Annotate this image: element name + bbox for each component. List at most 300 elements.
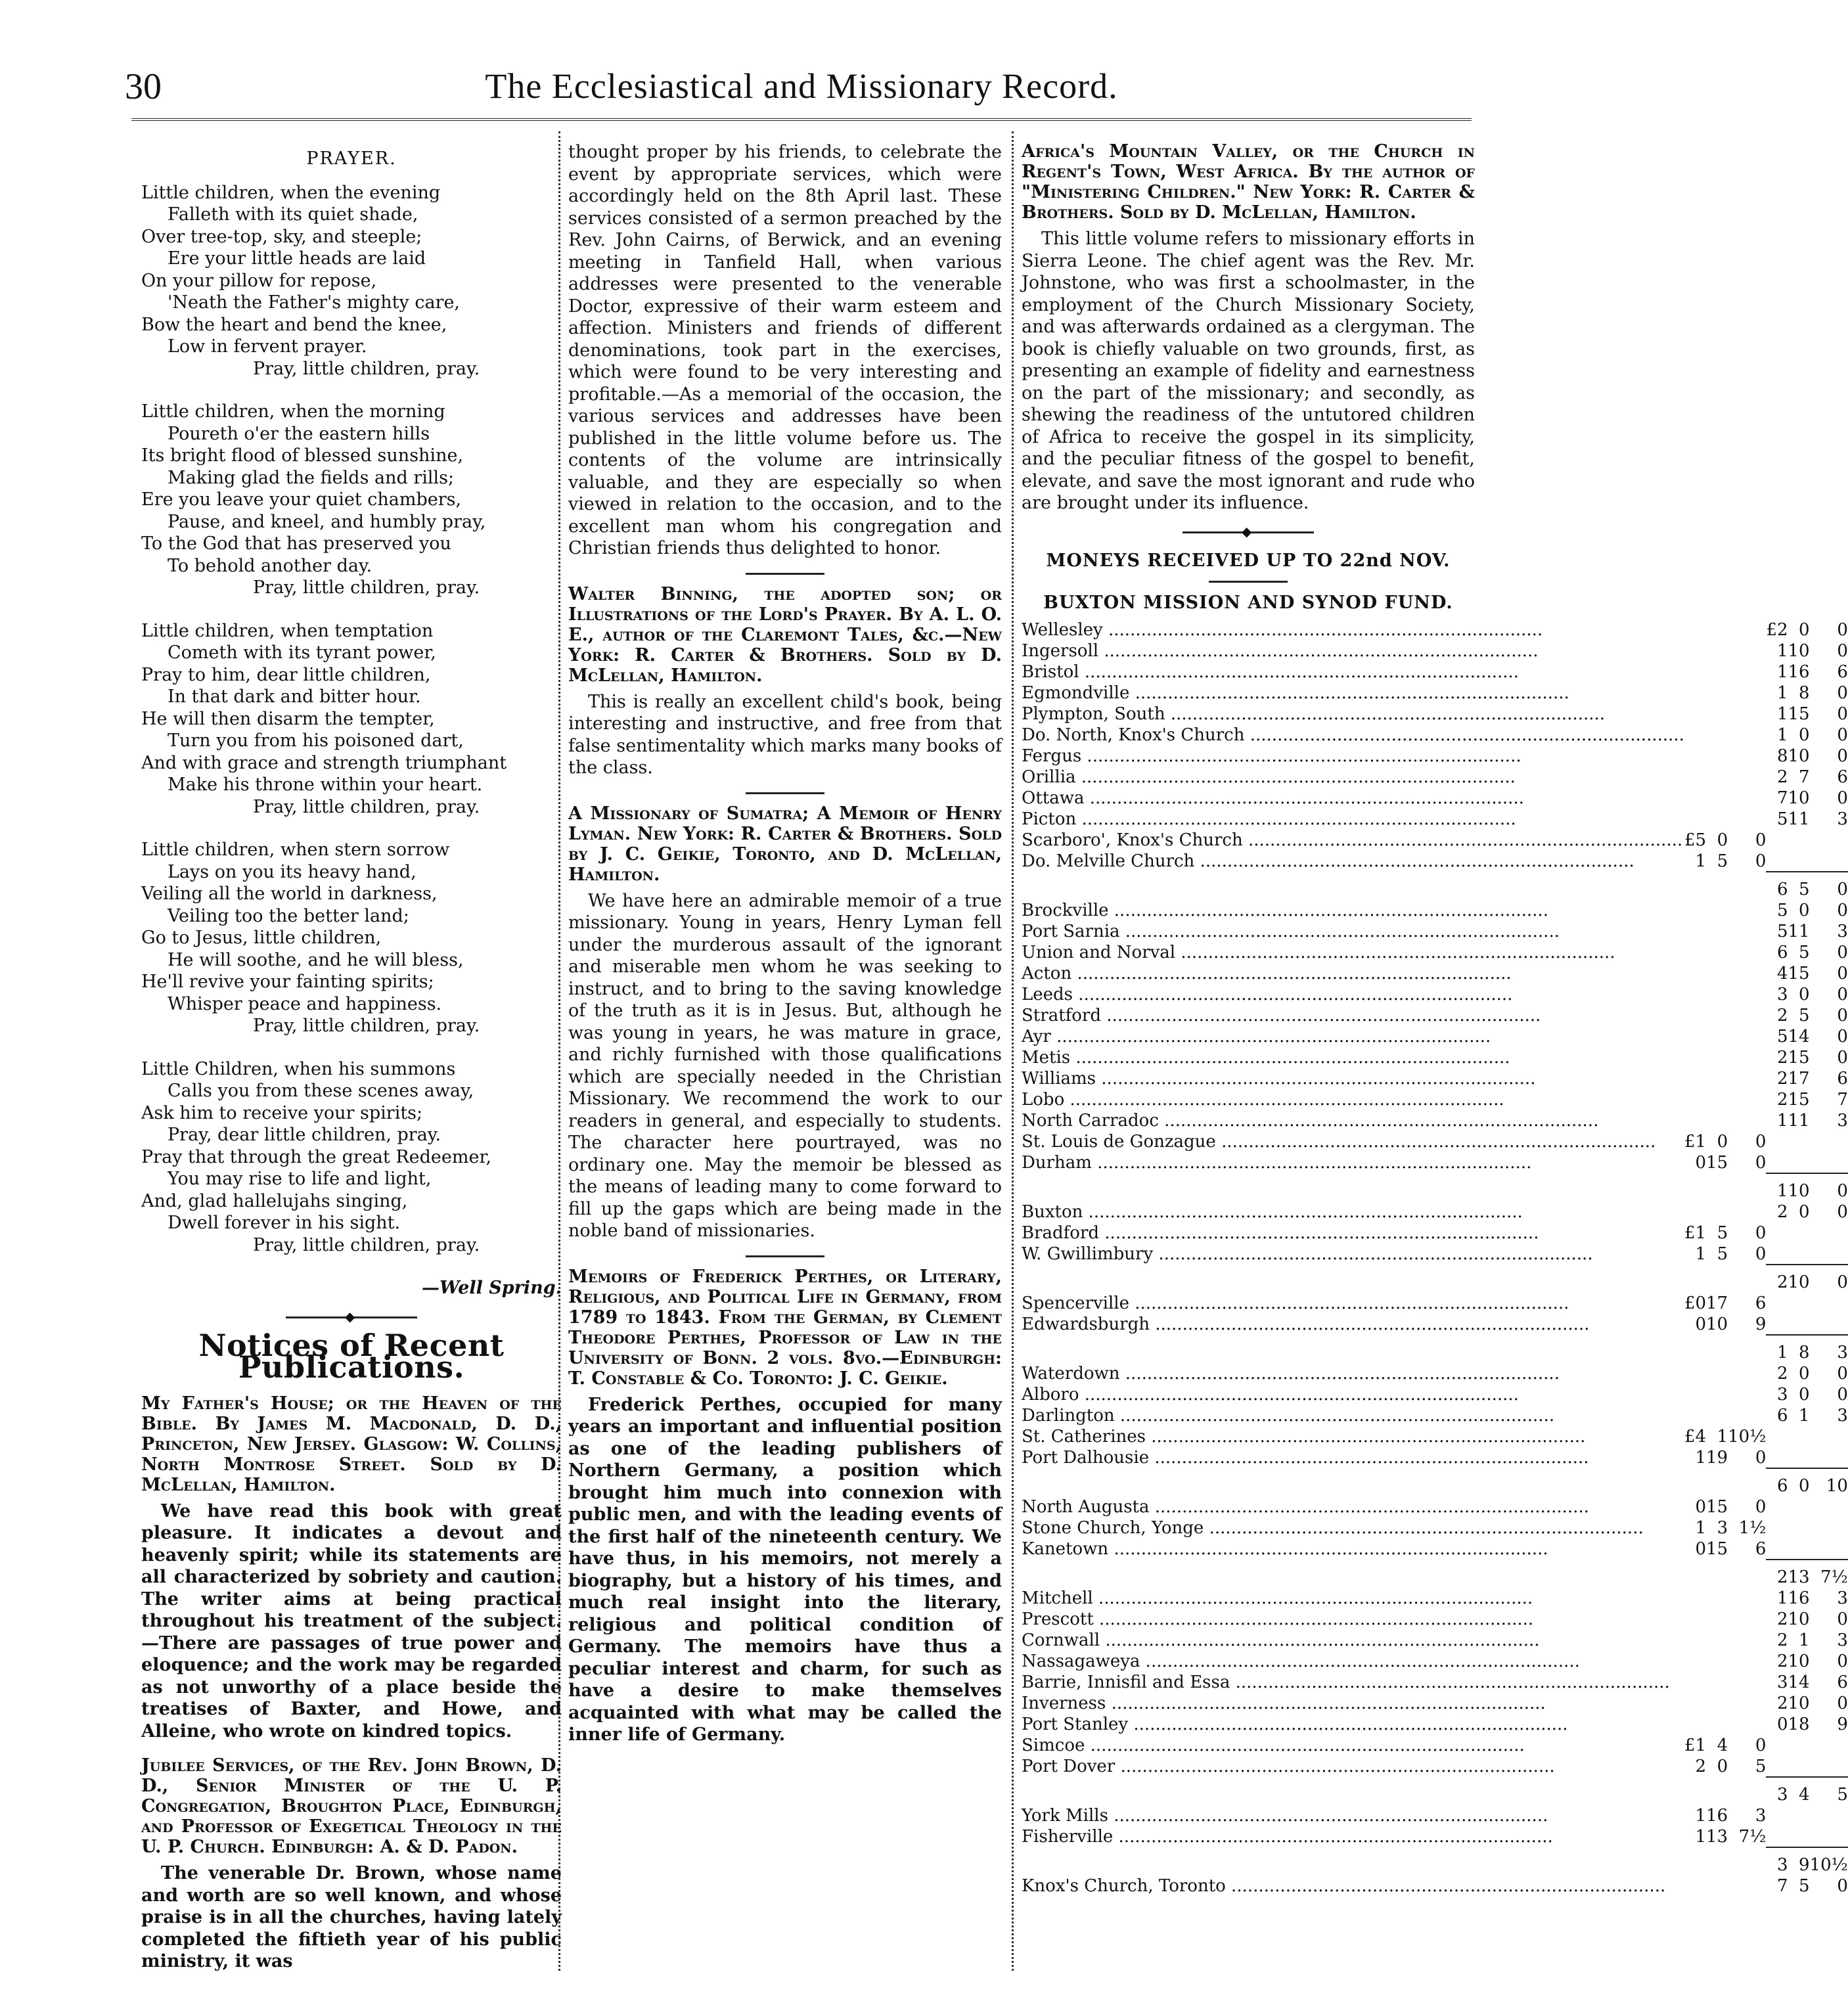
amount-cell: £4 [1684,1426,1707,1447]
amount-cell [1706,1047,1728,1068]
poem-line: Pray, little children, pray. [253,1234,480,1255]
amount-cell: 0 [1755,830,1767,850]
subtotal-rule [1022,1335,1848,1342]
money-row [1022,662,1848,683]
amount-cell [1706,1784,1728,1805]
money-row [1022,1047,1848,1068]
amount-cell: 5 [1776,809,1788,829]
amount-cell [1788,1152,1810,1173]
poem-line: Go to Jesus, little children, [141,928,382,948]
amount-cell [1766,851,1788,872]
amount-cell [1728,1272,1766,1293]
money-row [1022,942,1848,963]
congregation-name: Simcoe ................................................................................ [1022,1735,1525,1755]
column-right [1022,141,1848,1897]
ornament-divider [1183,530,1314,534]
subtotal-rule [1022,872,1848,879]
congregation-name: Fisherville ................................................................................ [1022,1826,1553,1847]
congregation-name [1022,1855,1684,1876]
amount-cell: 6 [1837,1672,1848,1692]
amount-cell: 0 [1837,788,1848,808]
amount-cell: 9 [1755,1314,1767,1334]
amount-cell: 13 [1706,1826,1728,1847]
amount-cell [1728,900,1766,921]
congregation-name: Buxton ................................................................................ [1022,1202,1523,1222]
amount-cell [1728,963,1766,984]
congregation-name: Brockville ................................................................................ [1022,900,1548,920]
money-row [1022,1244,1848,1265]
amount-cell [1728,1005,1766,1026]
congregation-name: Acton ................................................................................ [1022,963,1512,983]
amount-cell [1810,1131,1848,1152]
amount-cell [1810,1447,1848,1468]
congregation-name: Nassagaweya ................................................................................ [1022,1651,1580,1671]
money-row [1022,1609,1848,1630]
amount-cell: 6 [1837,662,1848,682]
amount-cell: 0 [1755,851,1767,871]
amount-cell: 6 [1837,1068,1848,1089]
amount-cell: 1 [1776,1110,1788,1131]
amount-cell [1788,1539,1810,1560]
amount-cell [1728,746,1766,767]
section-heading: Notices of Recent Publications. [198,1327,505,1385]
amount-cell [1728,788,1766,809]
congregation-name: Bristol ................................................................................ [1022,662,1520,682]
amount-cell: 0 [1837,1693,1848,1713]
amount-cell [1706,725,1728,746]
amount-cell [1810,1223,1848,1244]
subtotal-row [1022,1855,1848,1876]
poem-line: And, glad hallelujahs singing, [141,1190,408,1211]
amount-cell: 10 [1706,1314,1728,1334]
amount-cell: 0 [1837,879,1848,899]
notice-entry [141,1393,562,1743]
congregation-name: Ingersoll ................................................................................ [1022,641,1539,661]
amount-cell [1706,1876,1728,1897]
amount-cell: 2 [1776,1693,1788,1713]
amount-cell: 3 [1776,1855,1788,1875]
poem-stanza [141,401,562,599]
amount-cell [1810,1539,1848,1560]
amount-cell [1684,921,1706,942]
amount-cell: 10 [1788,1180,1810,1201]
amount-cell: 14 [1788,1672,1810,1692]
money-row [1022,704,1848,725]
poem-line: Cometh with its tyrant power, [168,642,436,663]
money-row [1022,1202,1848,1223]
amount-cell: 0 [1717,830,1728,850]
notice-entry [1022,141,1475,514]
amount-cell [1728,1651,1766,1672]
congregation-name [1022,1567,1684,1588]
money-row [1022,1518,1848,1539]
subtotal-row [1022,879,1848,900]
amount-cell [1684,900,1706,921]
amount-cell: 2 [1776,1089,1788,1110]
amount-cell: 3 [1837,1588,1848,1608]
amount-cell [1706,1475,1728,1496]
amount-cell [1766,1314,1788,1335]
column-left [141,141,562,1986]
amount-cell [1728,879,1766,900]
congregation-name: Plympton, South ................................................................................ [1022,704,1606,724]
amount-cell [1706,1110,1728,1131]
divider [746,792,824,794]
amount-cell [1706,1567,1728,1588]
amount-cell [1788,1805,1810,1826]
amount-cell: 1 [1695,1805,1707,1826]
money-row [1022,767,1848,788]
poem-stanza [141,839,562,1037]
money-row [1022,1693,1848,1714]
amount-cell: 0 [1837,1651,1848,1671]
amount-cell [1706,619,1728,641]
amount-cell [1728,942,1766,963]
amount-cell [1706,1363,1728,1384]
moneys-heading: MONEYS RECEIVED UP TO 22nd NOV. [1046,550,1451,571]
poem-line: Turn you from his poisoned dart, [168,731,464,751]
amount-cell [1706,900,1728,921]
notice-heading: Africa's Mountain Valley, or the Church in Regent's Town, West Africa. By the author of "Ministering Children." New York: R. Carter & Brothers. Sold by D. McLellan, Hamilton. [1022,141,1475,223]
congregation-name: St. Louis de Gonzague ................................................................................ [1022,1131,1656,1152]
amount-cell [1810,1496,1848,1518]
amount-cell [1684,1567,1706,1588]
amount-cell [1728,921,1766,942]
money-row [1022,619,1848,641]
amount-cell: 15 [1788,704,1810,724]
congregation-name: Edwardsburgh ................................................................................ [1022,1314,1590,1334]
amount-cell: 10½ [1809,1855,1848,1875]
amount-cell: 6 [1755,1539,1767,1559]
amount-cell [1728,1202,1766,1223]
amount-cell: 0 [1776,1714,1788,1734]
amount-cell [1684,746,1706,767]
amount-cell [1766,1131,1788,1152]
amount-cell [1728,725,1766,746]
amount-cell [1810,1293,1848,1314]
money-row [1022,1223,1848,1244]
amount-cell: 0 [1837,1005,1848,1025]
amount-cell: 15 [1706,1496,1728,1517]
poem-line: He will soothe, and he will bless, [168,949,464,970]
amount-cell [1766,1539,1788,1560]
money-row [1022,963,1848,984]
subtotal-row [1022,1475,1848,1496]
congregation-name: Port Dalhousie ................................................................................ [1022,1447,1589,1468]
amount-cell [1684,619,1706,641]
congregation-name: North Augusta ................................................................................ [1022,1496,1589,1517]
congregation-name [1022,1784,1684,1805]
subtotal-row [1022,1180,1848,1202]
amount-cell: 17 [1706,1293,1728,1313]
poem-line: Calls you from these scenes away, [168,1081,474,1101]
amount-cell [1706,1180,1728,1202]
amount-cell: 10 [1788,1651,1810,1671]
amount-cell: 0 [1837,984,1848,1004]
amount-cell [1810,1756,1848,1777]
amount-cell [1728,1784,1766,1805]
poem-line: You may rise to life and light, [168,1169,432,1189]
amount-cell [1788,1426,1810,1447]
amount-cell [1766,1805,1788,1826]
amount-cell: 2 [1776,767,1788,787]
amount-cell: 3 [1776,1672,1788,1692]
poem-line: He'll revive your fainting spirits; [141,972,434,992]
congregation-name: Stratford ................................................................................ [1022,1005,1541,1025]
notice-body: The venerable Dr. Brown, whose name and worth are so well known, and whose praise is in all the churches, having lately completed the fiftieth year of his public ministry, it was [141,1863,562,1971]
amount-cell: 0 [1837,1026,1848,1046]
amount-cell: 4 [1799,1784,1810,1805]
amount-cell [1684,1693,1706,1714]
amount-cell [1684,809,1706,830]
amount-cell: 3 [1776,1784,1788,1805]
money-row [1022,984,1848,1005]
congregation-name: Cornwall ................................................................................ [1022,1630,1540,1650]
poem-line: Little children, when the morning [141,401,445,422]
poem-line: On your pillow for repose, [141,270,377,291]
amount-cell [1728,619,1766,641]
amount-cell: 15 [1788,1047,1810,1068]
amount-cell [1810,851,1848,872]
congregation-name: Kanetown ................................................................................ [1022,1539,1548,1559]
amount-cell [1788,1735,1810,1756]
money-row [1022,746,1848,767]
congregation-name: Fergus ................................................................................ [1022,746,1521,766]
amount-cell [1810,1735,1848,1756]
amount-cell: 5 [1717,1223,1728,1243]
poem-line: Pause, and kneel, and humbly pray, [168,511,486,532]
amount-cell [1684,1784,1706,1805]
amount-cell: 11 [1788,921,1810,941]
amount-cell [1706,704,1728,725]
amount-cell: 8 [1776,746,1788,766]
amount-cell [1706,1630,1728,1651]
amount-cell: 0 [1799,900,1810,920]
congregation-name: W. Gwillimbury ................................................................................ [1022,1244,1593,1264]
amount-cell: 1 [1776,1588,1788,1608]
amount-cell [1684,1342,1706,1363]
poem-line: Pray, little children, pray. [253,358,480,379]
amount-cell [1810,1244,1848,1265]
congregation-name: Metis ................................................................................ [1022,1047,1510,1068]
congregation-name: Egmondville ................................................................................ [1022,683,1569,703]
amount-cell: 5 [1799,1005,1810,1025]
amount-cell: 5 [1837,1784,1848,1805]
amount-cell: 0 [1799,725,1810,745]
amount-cell: 0 [1837,900,1848,920]
page-number: 30 [125,66,162,107]
amount-cell [1810,1826,1848,1847]
amount-cell: 3 [1776,984,1788,1004]
money-row [1022,1293,1848,1314]
congregation-name: Orillia ................................................................................ [1022,767,1516,787]
amount-cell [1684,1180,1706,1202]
amount-cell: £1 [1684,1735,1707,1755]
amount-cell: 14 [1788,1026,1810,1046]
amount-cell [1706,809,1728,830]
amount-cell [1684,683,1706,704]
poem-line: Veiling too the better land; [168,905,409,926]
notice-entry [568,803,1002,1242]
amount-cell: 16 [1788,1588,1810,1608]
congregation-name: Port Dover ................................................................................ [1022,1756,1555,1776]
money-row [1022,1363,1848,1384]
notice-entry [568,584,1002,779]
congregation-name [1022,879,1684,900]
congregation-name [1022,1342,1684,1363]
amount-cell: 3 [1837,1110,1848,1131]
amount-cell: 1 [1776,662,1788,682]
poem-line: Pray, little children, pray. [253,796,480,817]
amount-cell [1684,725,1706,746]
amount-cell: 2 [1776,1272,1788,1292]
amount-cell: 6 [1776,942,1788,962]
amount-cell [1810,830,1848,851]
money-row [1022,1651,1848,1672]
amount-cell [1788,1447,1810,1468]
amount-cell: 0 [1799,1202,1810,1222]
amount-cell: 3 [1837,1630,1848,1650]
money-row [1022,1405,1848,1426]
amount-cell [1684,1202,1706,1223]
money-row [1022,1314,1848,1335]
amount-cell: 10 [1788,1693,1810,1713]
amount-cell: 0 [1837,746,1848,766]
amount-cell: 1 [1717,1426,1728,1447]
notice-heading: Walter Binning, the adopted son; or Illustrations of the Lord's Prayer. By A. L. O. E., author of the Claremont Tales, &c.—New York: R. Carter & Brothers. Sold by D. McLellan, Hamilton. [568,583,1002,686]
money-row [1022,1426,1848,1447]
amount-cell: 0 [1755,1447,1767,1468]
amount-cell [1728,704,1766,725]
amount-cell: 11 [1788,809,1810,829]
congregation-name: Prescott ................................................................................ [1022,1609,1534,1629]
amount-cell: 0 [1837,963,1848,983]
amount-cell [1706,1693,1728,1714]
amount-cell [1684,1089,1706,1110]
amount-cell [1706,1588,1728,1609]
congregation-name: Ottawa ................................................................................ [1022,788,1524,808]
amount-cell [1788,1826,1810,1847]
amount-cell [1810,1152,1848,1173]
amount-cell: 5 [1776,921,1788,941]
amount-cell: 7 [1776,1876,1788,1896]
amount-cell: 1 [1799,1405,1810,1426]
amount-cell: 2 [1776,1047,1788,1068]
column-middle [568,141,1002,1759]
congregation-name: Ayr ................................................................................ [1022,1026,1491,1046]
amount-cell [1766,1244,1788,1265]
amount-cell [1706,1651,1728,1672]
amount-cell [1684,1405,1706,1426]
notice-heading: My Father's House; or the Heaven of the Bible. By James M. Macdonald, D. D., Princeton, New Jersey. Glasgow: W. Collins, North Montrose Street. Sold by D. McLellan, Hamilton. [141,1393,562,1495]
poem-line: Pray, little children, pray. [253,577,480,598]
amount-cell: 0 [1837,1609,1848,1629]
amount-cell [1788,1756,1810,1777]
amount-cell [1766,1447,1788,1468]
amount-cell: 6 [1837,767,1848,787]
congregation-name: Waterdown ................................................................................ [1022,1363,1560,1383]
amount-cell [1684,1630,1706,1651]
congregation-name: Barrie, Innisfil and Essa ................................................................................ [1022,1672,1670,1692]
amount-cell [1684,641,1706,662]
money-row [1022,1026,1848,1047]
amount-cell [1766,1293,1788,1314]
amount-cell [1706,1272,1728,1293]
congregation-name: Stone Church, Yonge ................................................................................ [1022,1518,1644,1538]
amount-cell: 5 [1776,900,1788,920]
poem-stanza [141,620,562,819]
amount-cell: 0 [1755,1223,1767,1243]
amount-cell [1766,830,1788,851]
amount-cell: 7 [1799,767,1810,787]
money-row [1022,1672,1848,1693]
money-row [1022,788,1848,809]
amount-cell [1684,1714,1706,1735]
amount-cell: 0 [1837,1876,1848,1896]
amount-cell: 10 [1788,641,1810,661]
subtotal-rule [1022,1173,1848,1180]
amount-cell: 10 [1788,746,1810,766]
money-row [1022,1131,1848,1152]
amount-cell [1684,1047,1706,1068]
amount-cell [1684,1110,1706,1131]
congregation-name: Union and Norval ................................................................................ [1022,942,1615,962]
amount-cell [1728,1630,1766,1651]
congregation-name: Bradford ................................................................................ [1022,1223,1539,1243]
subtotal-rule [1022,1847,1848,1855]
amount-cell: 1 [1776,1180,1788,1201]
amount-cell: 10 [1788,1609,1810,1629]
amount-cell [1728,984,1766,1005]
congregation-name: Port Stanley ................................................................................ [1022,1714,1568,1734]
amount-cell [1706,942,1728,963]
amount-cell: 18 [1788,1714,1810,1734]
page-header [125,66,1478,125]
amount-cell [1706,1714,1728,1735]
poem-line: To the God that has preserved you [141,533,451,554]
congregation-name: Darlington ................................................................................ [1022,1405,1555,1426]
amount-cell [1788,1244,1810,1265]
amount-cell: 1 [1799,1630,1810,1650]
amount-cell: 5 [1799,879,1810,899]
poem [141,182,562,1257]
money-row [1022,921,1848,942]
money-row [1022,1588,1848,1609]
amount-cell [1766,1518,1788,1539]
subtotal-rule [1022,1265,1848,1272]
amount-cell [1766,1152,1788,1173]
amount-cell [1728,662,1766,683]
amount-cell [1788,830,1810,851]
amount-cell [1706,1384,1728,1405]
poem-line: Low in fervent prayer. [168,336,367,357]
amount-cell: 2 [1776,1609,1788,1629]
amount-cell: 16 [1706,1805,1728,1826]
amount-cell: 0 [1837,683,1848,703]
amount-cell: 3 [1776,1384,1788,1405]
poem-line: Little children, when temptation [141,620,434,641]
money-row [1022,1756,1848,1777]
subtotal-row [1022,1342,1848,1363]
amount-cell: 3 [1837,1342,1848,1362]
congregation-name: Port Sarnia ................................................................................ [1022,921,1560,941]
amount-cell [1788,1518,1810,1539]
amount-cell [1706,767,1728,788]
amount-cell: £1 [1684,1131,1707,1152]
amount-cell: 4 [1717,1735,1728,1755]
amount-cell [1706,963,1728,984]
poem-line: 'Neath the Father's mighty care, [168,292,461,313]
